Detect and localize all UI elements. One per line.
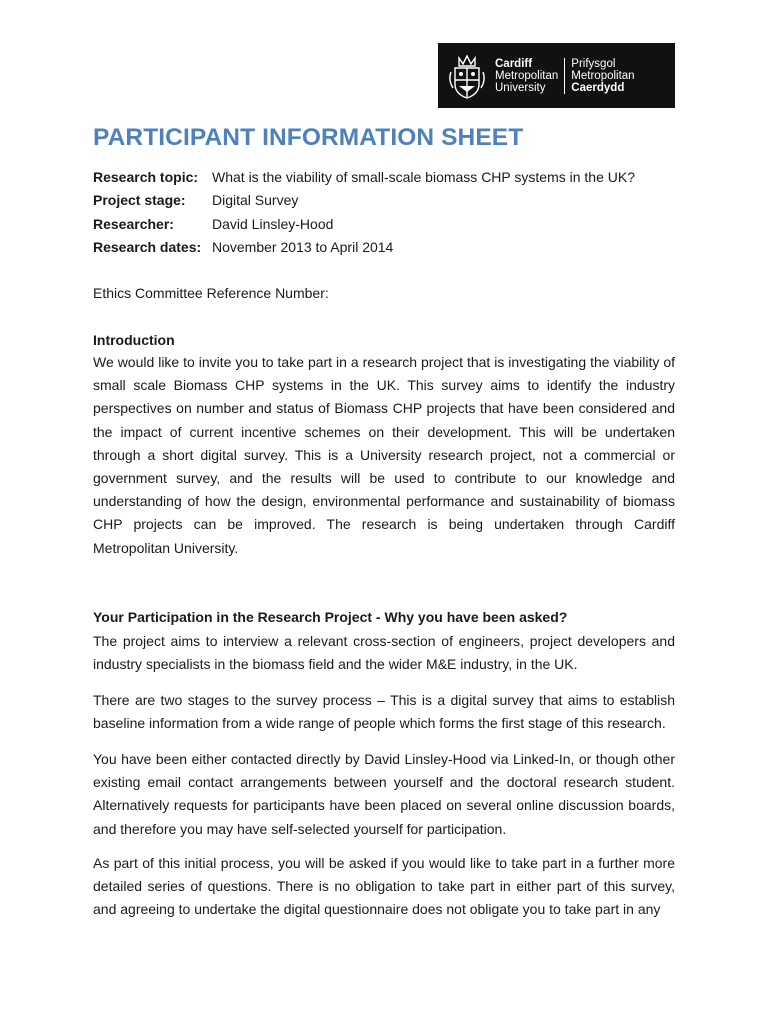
detail-label: Research topic: (93, 169, 199, 185)
logo-cy-line2: Metropolitan (571, 69, 635, 82)
detail-row-stage (93, 189, 683, 212)
detail-label: Research dates: (93, 238, 202, 255)
logo-english-text (495, 58, 558, 94)
intro-paragraph: We would like to invite you to take part in a research project that is investigating the viability of small scale Biomass CHP systems in the UK. This survey aims to identify the industry perspectives on number and status of Biomass CHP projects that have been considered and the impact of current incentive schemes on their development. This will be undertaken through a short digital survey. This is a University research project, not a commercial or government survey, and the results will be used to contribute to our knowledge and understanding of how the design, environmental performance and sustainability of biomass CHP projects can be improved. The research is being undertaken through Cardiff Metropolitan University. (93, 354, 675, 556)
detail-value: David Linsley-Hood (212, 215, 334, 232)
logo-welsh-text (571, 58, 634, 94)
detail-row-researcher (93, 213, 683, 236)
detail-value: What is the viability of small-scale biomass CHP systems in the UK? (212, 169, 635, 185)
logo-en-line3: University (495, 81, 546, 94)
detail-label: Researcher: (93, 215, 174, 232)
detail-value: Digital Survey (212, 192, 299, 209)
research-details (93, 166, 683, 259)
participation-heading: Your Participation in the Research Project - Why you have been asked? (93, 609, 568, 625)
intro-heading: Introduction (93, 332, 175, 348)
logo-cy-line3: Caerdydd (571, 81, 625, 94)
ethics-reference: Ethics Committee Reference Number: (93, 285, 329, 301)
detail-row-topic (93, 166, 683, 189)
participation-paragraph-2: There are two stages to the survey process – This is a digital survey that aims to establish baseline information from a wide range of people which forms the first stage of this research. (93, 692, 675, 732)
detail-value: November 2013 to April 2014 (212, 238, 394, 255)
logo-divider (564, 58, 565, 94)
crest-icon (447, 50, 487, 102)
logo-en-line2: Metropolitan (495, 69, 559, 82)
participation-paragraph-3: You have been either contacted directly by David Linsley-Hood via Linked-In, or though other existing email contact arrangements between yourself and the doctoral research student. Alternatively requests for participants have been placed on several online discussion boards, and therefore you may have self-selected yourself for participation. (93, 751, 675, 837)
page-title: PARTICIPANT INFORMATION SHEET (93, 124, 524, 151)
participation-paragraph-1: The project aims to interview a relevant cross-section of engineers, project developers and industry specialists in the biomass field and the wider M&E industry, in the UK. (93, 633, 675, 673)
detail-row-dates (93, 236, 683, 259)
logo-en-line1: Cardiff (495, 57, 533, 70)
university-logo (438, 43, 675, 108)
detail-label: Project stage: (93, 192, 186, 209)
logo-cy-line1: Prifysgol (571, 57, 616, 70)
participation-paragraph-4: As part of this initial process, you will be asked if you would like to take part in a further more detailed series of questions. There is no obligation to take part in either part of this survey, and agreeing to undertake the digital questionnaire does not obligate you to take part in any (93, 855, 675, 918)
